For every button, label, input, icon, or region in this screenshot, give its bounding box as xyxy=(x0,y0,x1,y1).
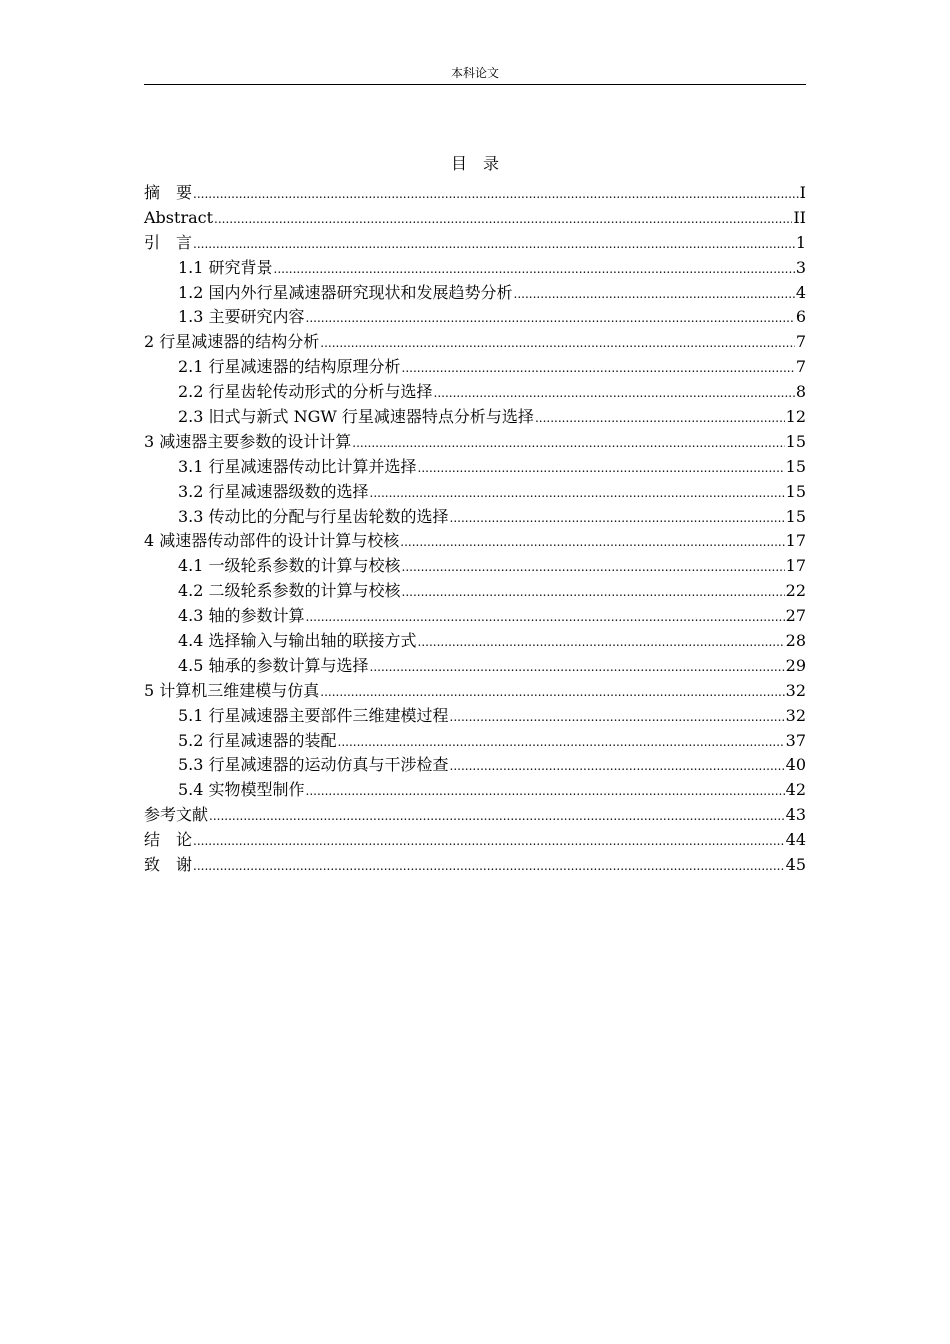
toc-title: 目 录 xyxy=(450,154,499,173)
toc-entry-page: 29 xyxy=(785,655,806,675)
toc-entry[interactable] xyxy=(144,778,806,803)
toc-entry-label: 引 言 xyxy=(144,232,193,252)
toc-entry[interactable] xyxy=(144,330,806,355)
toc-leader-dots xyxy=(209,804,785,829)
toc-entry-label: 4.3 轴的参数计算 xyxy=(178,606,305,626)
toc-leader-dots xyxy=(370,655,785,680)
toc-entry[interactable] xyxy=(144,679,806,704)
toc-entry-label: 3.1 行星减速器传动比计算并选择 xyxy=(178,456,417,476)
toc-leader-dots xyxy=(450,754,785,779)
toc-entry[interactable] xyxy=(144,305,806,330)
toc-entry-page: 8 xyxy=(795,382,806,402)
toc-entry[interactable] xyxy=(144,380,806,405)
toc-leader-dots xyxy=(535,406,785,431)
toc-entry[interactable] xyxy=(144,455,806,480)
toc-entry-page: 17 xyxy=(785,531,806,551)
toc-entry[interactable] xyxy=(144,405,806,430)
toc-entry[interactable] xyxy=(144,579,806,604)
toc-entry-label: 2 行星减速器的结构分析 xyxy=(144,332,320,352)
toc-entry-page: 6 xyxy=(795,307,806,327)
toc-entry-page: 28 xyxy=(785,631,806,651)
toc-entry[interactable] xyxy=(144,181,806,206)
table-of-contents xyxy=(144,181,806,878)
toc-entry-label: 参考文献 xyxy=(144,805,209,825)
toc-entry[interactable] xyxy=(144,704,806,729)
toc-leader-dots xyxy=(214,207,792,232)
toc-leader-dots xyxy=(514,282,795,307)
toc-entry-label: 2.3 旧式与新式 NGW 行星减速器特点分析与选择 xyxy=(178,407,534,427)
toc-entry[interactable] xyxy=(144,604,806,629)
toc-leader-dots xyxy=(193,232,795,257)
toc-entry[interactable] xyxy=(144,256,806,281)
toc-entry-page: I xyxy=(799,183,806,202)
toc-entry[interactable] xyxy=(144,529,806,554)
toc-entry-page: 4 xyxy=(795,282,806,302)
toc-entry-page: 7 xyxy=(795,332,806,352)
toc-leader-dots xyxy=(400,530,784,555)
toc-leader-dots xyxy=(450,506,785,531)
toc-entry-label: 1.2 国内外行星减速器研究现状和发展趋势分析 xyxy=(178,282,513,302)
toc-entry-page: 12 xyxy=(785,407,806,427)
toc-entry[interactable] xyxy=(144,828,806,853)
toc-entry-label: 5.2 行星减速器的装配 xyxy=(178,730,337,750)
toc-entry-page: 43 xyxy=(785,805,806,825)
toc-entry-page: 45 xyxy=(785,855,806,875)
toc-entry[interactable] xyxy=(144,231,806,256)
toc-entry[interactable] xyxy=(144,554,806,579)
toc-leader-dots xyxy=(338,730,785,755)
toc-leader-dots xyxy=(402,356,795,381)
toc-entry[interactable] xyxy=(144,629,806,654)
toc-entry-page: 37 xyxy=(785,730,806,750)
toc-leader-dots xyxy=(320,680,784,705)
toc-entry-page: 17 xyxy=(785,556,806,576)
toc-entry[interactable] xyxy=(144,853,806,878)
toc-leader-dots xyxy=(434,381,795,406)
toc-entry-page: 42 xyxy=(785,780,806,800)
toc-entry-label: 4.4 选择输入与输出轴的联接方式 xyxy=(178,631,417,651)
toc-leader-dots xyxy=(320,331,795,356)
toc-entry-page: 40 xyxy=(785,755,806,775)
toc-entry-label: 结 论 xyxy=(144,830,193,850)
toc-entry-label: 致 谢 xyxy=(144,855,193,875)
toc-entry[interactable] xyxy=(144,281,806,306)
toc-entry[interactable] xyxy=(144,803,806,828)
toc-entry-page: 27 xyxy=(785,606,806,626)
toc-entry-page: 15 xyxy=(785,481,806,501)
toc-entry[interactable] xyxy=(144,480,806,505)
toc-entry-label: Abstract xyxy=(144,207,214,227)
toc-entry-label: 5.1 行星减速器主要部件三维建模过程 xyxy=(178,705,449,725)
toc-leader-dots xyxy=(402,580,785,605)
toc-leader-dots xyxy=(193,854,785,879)
toc-entry-page: 22 xyxy=(785,581,806,601)
toc-entry-page: 15 xyxy=(785,431,806,451)
toc-entry-label: 3.2 行星减速器级数的选择 xyxy=(178,481,369,501)
toc-entry-page: 15 xyxy=(785,456,806,476)
toc-leader-dots xyxy=(418,456,785,481)
toc-entry[interactable] xyxy=(144,505,806,530)
toc-leader-dots xyxy=(450,705,785,730)
toc-leader-dots xyxy=(402,555,785,580)
page-header xyxy=(144,64,806,85)
toc-leader-dots xyxy=(306,779,785,804)
toc-leader-dots xyxy=(306,605,785,630)
toc-entry[interactable] xyxy=(144,729,806,754)
toc-entry-page: 32 xyxy=(785,680,806,700)
toc-entry-label: 5.3 行星减速器的运动仿真与干涉检查 xyxy=(178,755,449,775)
toc-entry-label: 摘 要 xyxy=(144,183,193,202)
toc-entry-label: 2.1 行星减速器的结构原理分析 xyxy=(178,357,401,377)
toc-entry-page: 7 xyxy=(795,357,806,377)
toc-entry-label: 4.2 二级轮系参数的计算与校核 xyxy=(178,581,401,601)
toc-entry-label: 5 计算机三维建模与仿真 xyxy=(144,680,320,700)
toc-leader-dots xyxy=(274,257,795,282)
toc-leader-dots xyxy=(418,630,785,655)
toc-entry-label: 3 减速器主要参数的设计计算 xyxy=(144,431,352,451)
toc-entry-page: 32 xyxy=(785,705,806,725)
toc-entry-label: 5.4 实物模型制作 xyxy=(178,780,305,800)
toc-entry-label: 4.1 一级轮系参数的计算与校核 xyxy=(178,556,401,576)
toc-leader-dots xyxy=(193,829,785,854)
toc-leader-dots xyxy=(370,481,785,506)
toc-entry-page: II xyxy=(793,207,806,227)
toc-leader-dots xyxy=(193,182,799,207)
toc-entry-page: 1 xyxy=(795,232,806,252)
toc-entry-label: 3.3 传动比的分配与行星齿轮数的选择 xyxy=(178,506,449,526)
toc-entry[interactable] xyxy=(144,654,806,679)
toc-entry-label: 4 减速器传动部件的设计计算与校核 xyxy=(144,531,400,551)
header-text: 本科论文 xyxy=(450,66,499,80)
toc-entry[interactable] xyxy=(144,430,806,455)
toc-leader-dots xyxy=(306,306,795,331)
toc-entry-label: 2.2 行星齿轮传动形式的分析与选择 xyxy=(178,382,433,402)
toc-entry-page: 15 xyxy=(785,506,806,526)
toc-entry[interactable] xyxy=(144,355,806,380)
toc-entry-label: 4.5 轴承的参数计算与选择 xyxy=(178,655,369,675)
toc-entry-label: 1.3 主要研究内容 xyxy=(178,307,305,327)
toc-entry-label: 1.1 研究背景 xyxy=(178,257,273,277)
toc-leader-dots xyxy=(352,431,784,456)
toc-entry[interactable] xyxy=(144,753,806,778)
toc-entry-page: 44 xyxy=(785,830,806,850)
toc-entry[interactable] xyxy=(144,206,806,231)
toc-entry-page: 3 xyxy=(795,257,806,277)
